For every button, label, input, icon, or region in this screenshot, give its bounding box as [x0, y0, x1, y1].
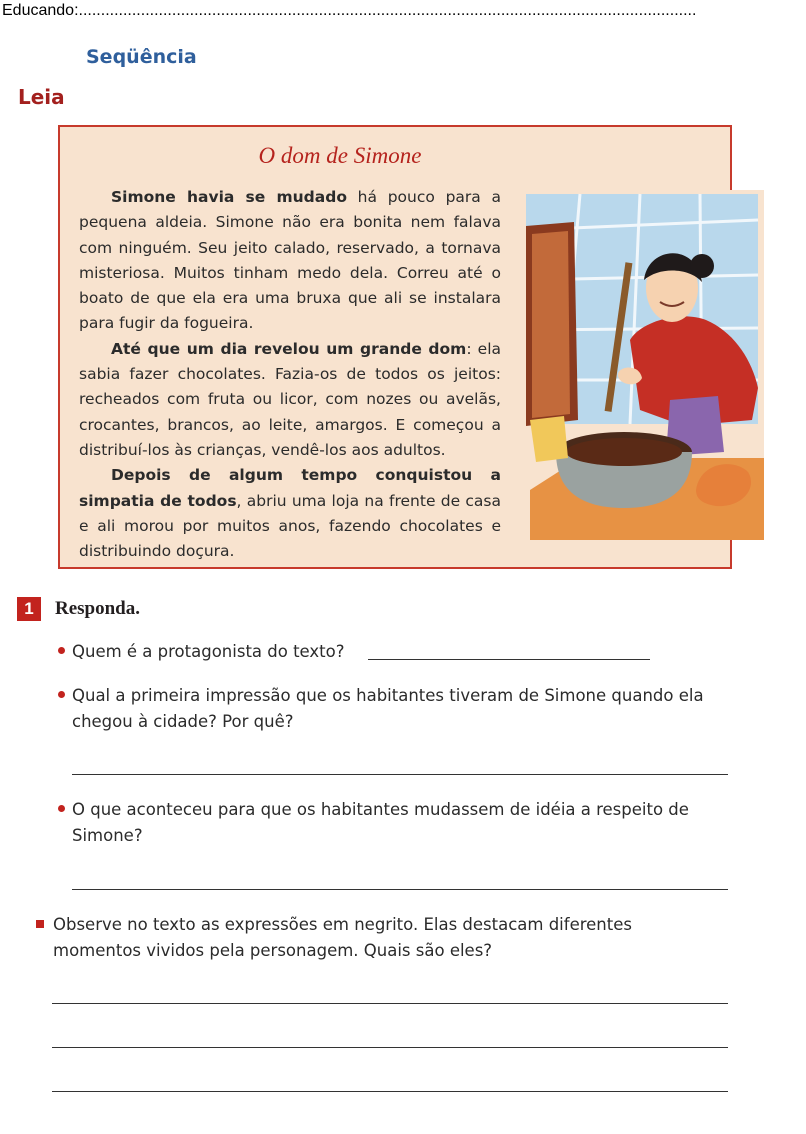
bold-expression-1: Simone havia se mudado — [111, 188, 347, 206]
section-title: Seqüência — [86, 46, 197, 68]
story-title: O dom de Simone — [258, 143, 422, 168]
question-4-text: Observe no texto as expressões em negrito. Elas destacam diferentes momentos vividos pela personagem. Quais são eles? — [53, 915, 632, 960]
bullet-dot-icon — [58, 691, 65, 698]
answer-line-q3[interactable] — [72, 889, 728, 890]
answer-line-q2[interactable] — [72, 774, 728, 775]
answer-line-q1[interactable] — [368, 659, 650, 660]
story-paragraph-1-text: há pouco para a pequena aldeia. Simone não era bonita nem falava com ninguém. Seu jeito calado, reservado, a tornava misteriosa. Muitos tinham medo dela. Correu até o boato de que ela era uma bruxa que ali se instalara para fugir da fogueira. — [79, 188, 501, 333]
question-3-text: O que aconteceu para que os habitantes mudassem de idéia a respeito de Simone? — [72, 800, 689, 845]
bold-expression-3: Depois de algum tempo conquistou a simpatia de todos — [79, 466, 501, 510]
educando-dots: ........................................................................................................................................... — [78, 2, 697, 19]
chocolate-making-illustration — [520, 190, 764, 540]
question-1-text: Quem é a protagonista do texto? — [72, 642, 345, 661]
story-paragraph-3-text: , abriu uma loja na frente de casa e ali morou por muitos anos, fazendo chocolates e distribuindo doçura. — [79, 491, 501, 561]
answer-line-q4-2[interactable] — [52, 1047, 728, 1048]
bullet-dot-icon — [58, 647, 65, 654]
exercise-header — [17, 597, 140, 621]
story-paragraph-2 — [79, 337, 501, 463]
bullet-dot-icon — [58, 805, 65, 812]
answer-line-q4-1[interactable] — [52, 1003, 728, 1004]
answer-line-q4-3[interactable] — [52, 1091, 728, 1092]
educando-label: Educando: — [2, 2, 79, 19]
exercise-title: Responda. — [55, 598, 140, 619]
square-bullet-icon — [36, 920, 44, 928]
exercise-number-badge: 1 — [17, 597, 41, 621]
story-paragraph-3 — [79, 463, 501, 564]
story-paragraph-1 — [79, 185, 501, 337]
story-text — [79, 185, 501, 564]
educando-line — [2, 2, 696, 20]
bold-expression-2: Até que um dia revelou um grande dom — [111, 339, 467, 358]
story-box — [58, 125, 732, 569]
question-2-text: Qual a primeira impressão que os habitantes tiveram de Simone quando ela chegou à cidade? Por quê? — [72, 686, 704, 731]
leia-label: Leia — [18, 85, 65, 109]
story-paragraph-2-text: : ela sabia fazer chocolates. Fazia-os de todos os jeitos: recheados com fruta ou licor, com nozes ou avelãs, crocantes, brancos, ao leite, amargos. E começou a distribuí-los às crianças, vendê-los aos adultos. — [79, 339, 501, 459]
